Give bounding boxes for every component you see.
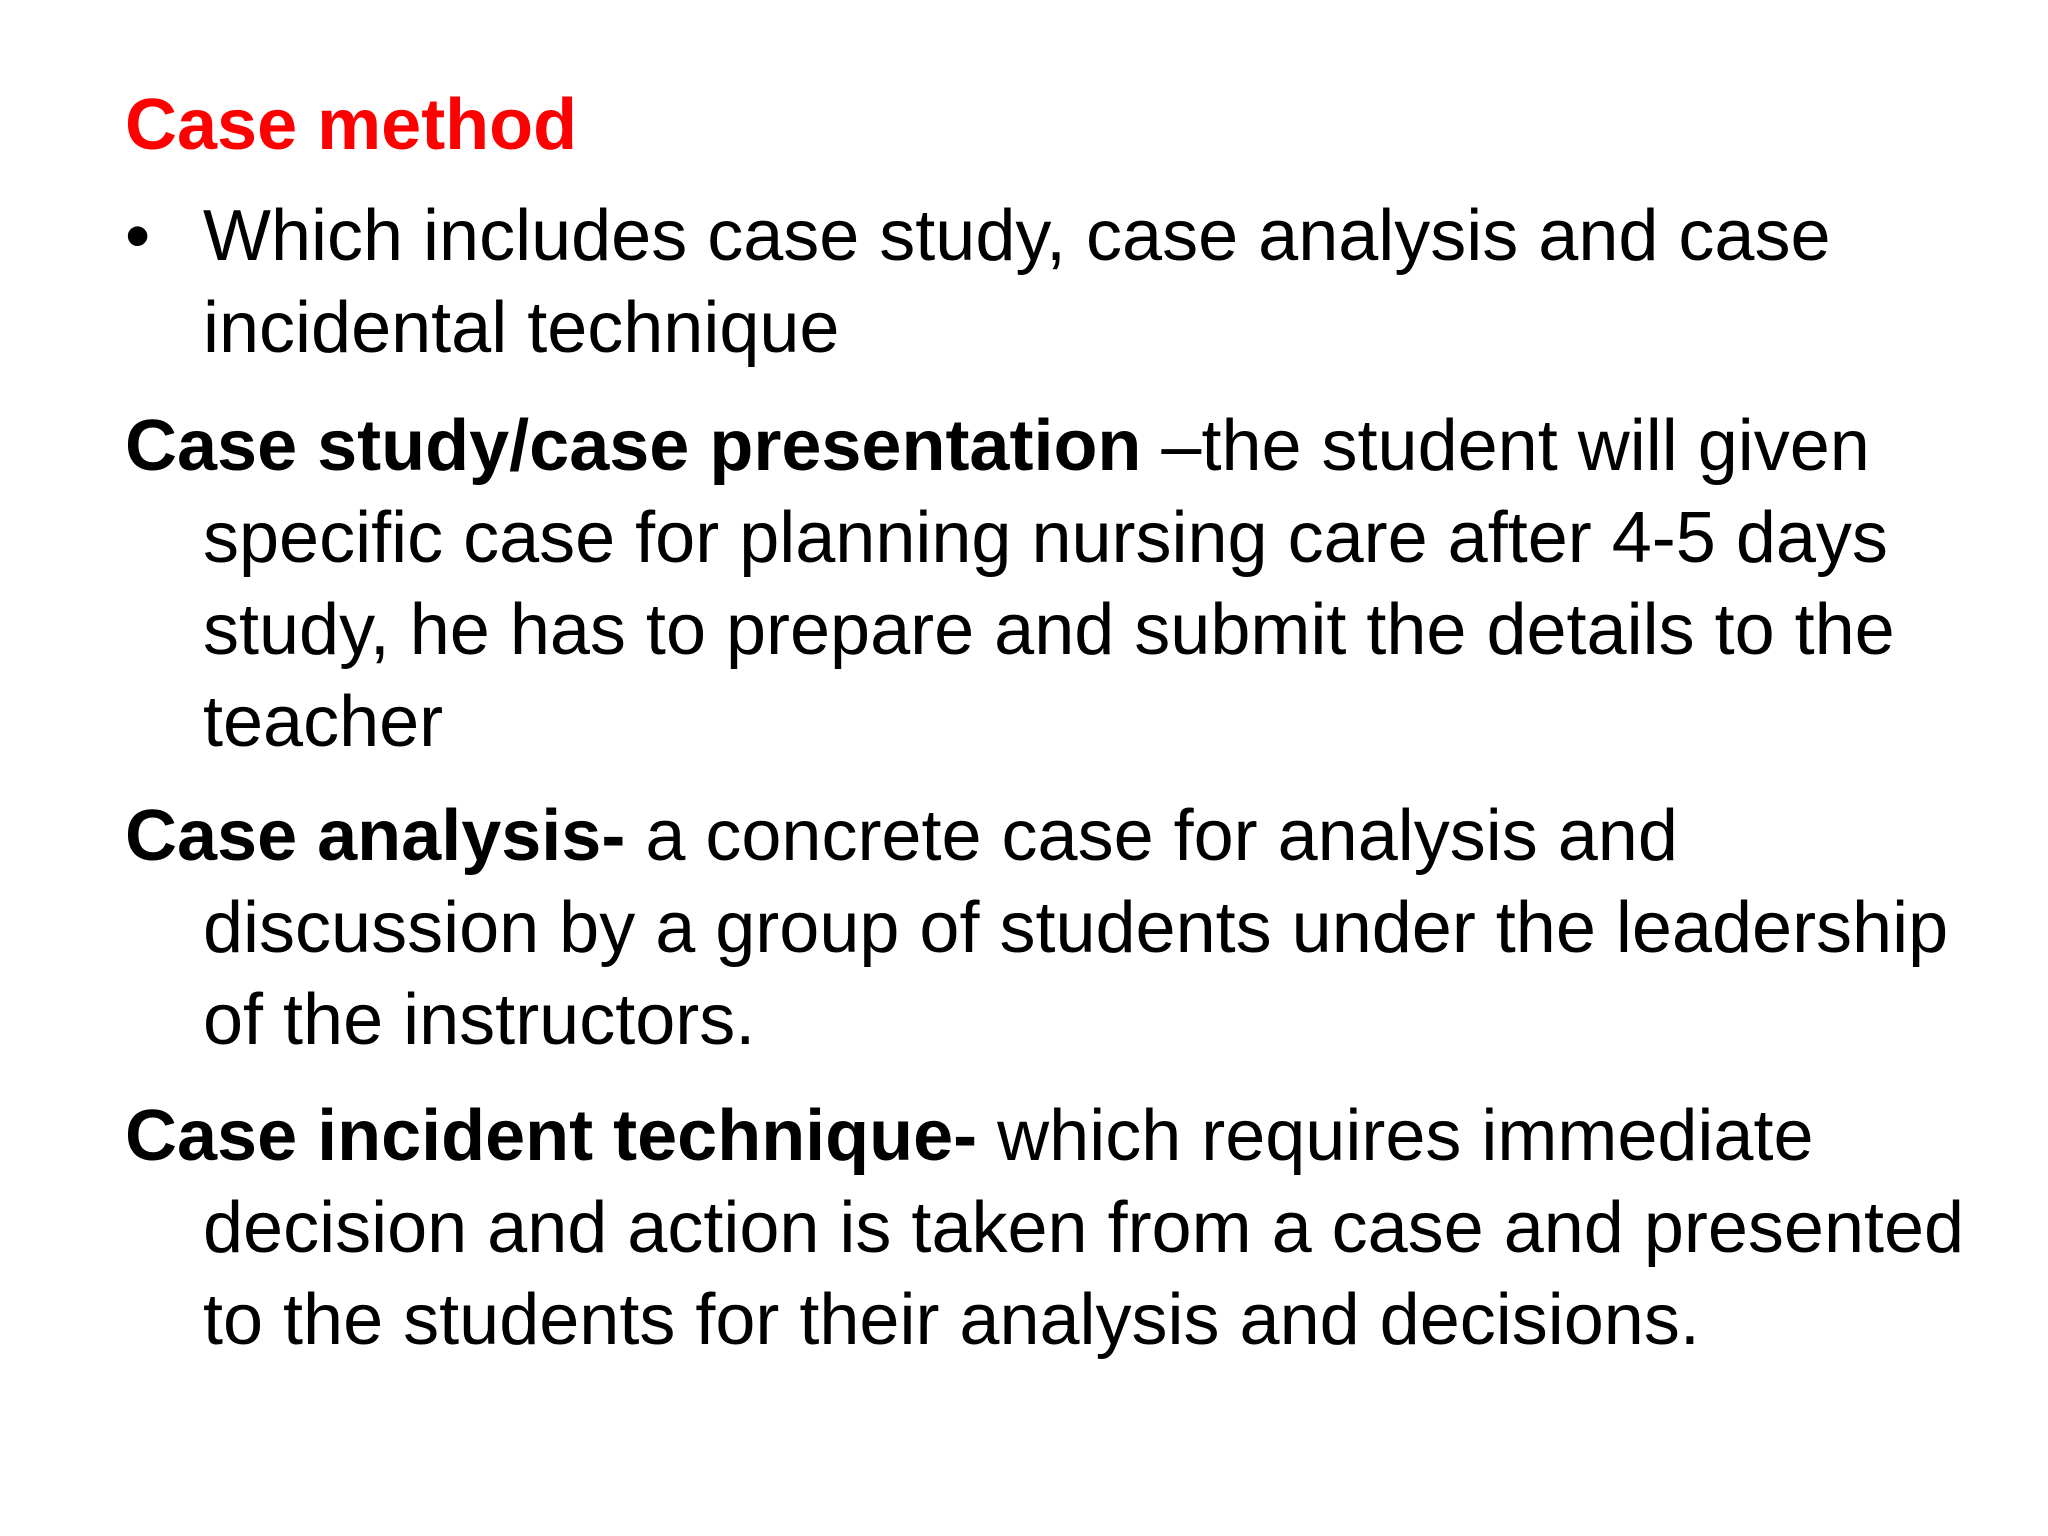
definition-text-case-study: –the student will given specific case for planning nursing care after 4-5 days study, he has to prepare and submit the details to the teacher	[203, 406, 1895, 762]
term-case-analysis: Case analysis-	[125, 796, 626, 876]
slide-title: Case method	[125, 85, 578, 165]
definition-text-case-analysis: a concrete case for analysis and discussion by a group of students under the leadership of the instructors.	[203, 796, 1949, 1060]
definition-case-analysis	[125, 790, 2005, 1066]
bullet-icon: •	[125, 196, 151, 276]
term-case-incident: Case incident technique-	[125, 1096, 978, 1176]
definition-case-study	[125, 400, 2005, 768]
bullet-item	[125, 190, 2005, 374]
term-case-study: Case study/case presentation	[125, 406, 1142, 486]
definition-text-case-incident: which requires immediate decision and action is taken from a case and presented to the students for their analysis and decisions.	[203, 1096, 1965, 1360]
bullet-text: Which includes case study, case analysis and case incidental technique	[203, 196, 1831, 368]
definition-case-incident	[125, 1090, 2005, 1366]
